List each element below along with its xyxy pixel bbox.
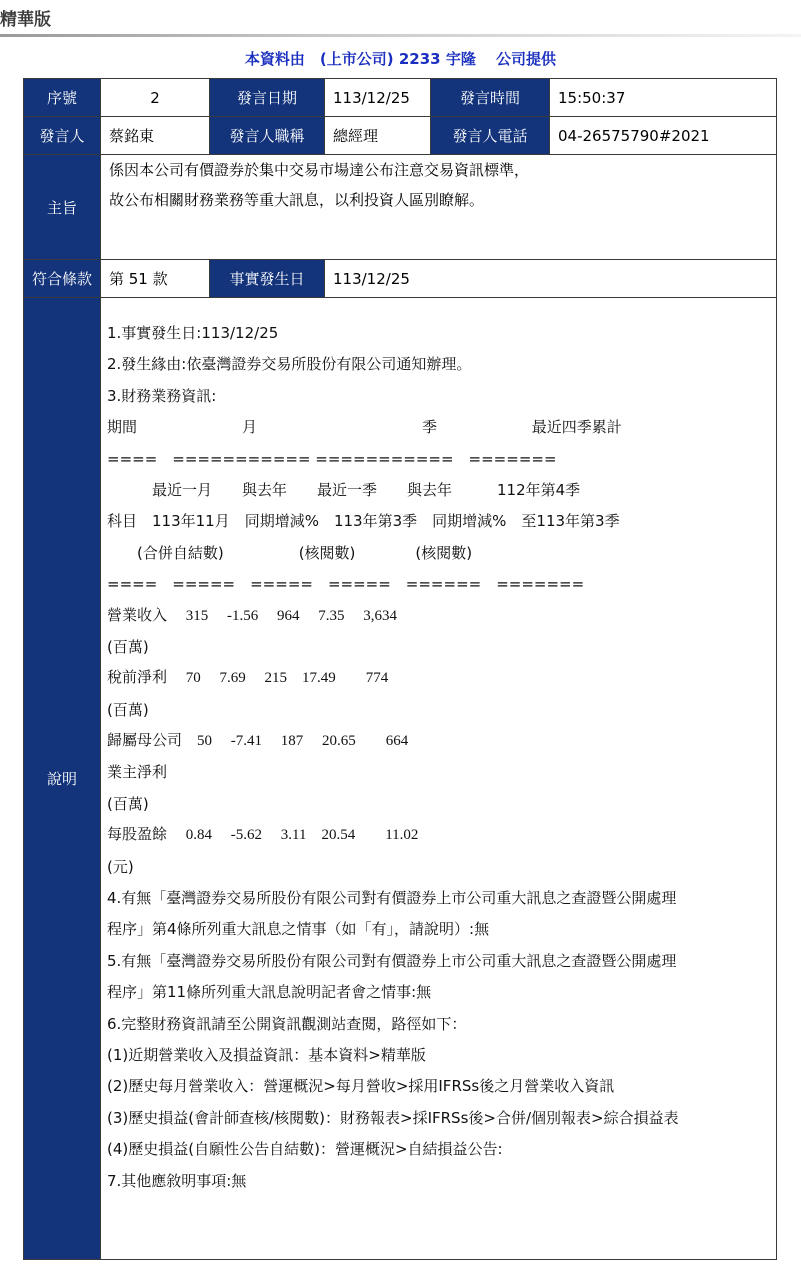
description-line: (百萬) [107,637,149,656]
clause-value: 第 51 款 [101,260,210,298]
description-line: 歸屬母公司 50 -7.41 187 20.65 664 [107,733,409,750]
seq-label: 序號 [24,79,101,117]
subject-line: 係因本公司有價證券於集中交易市場達公布注意交易資訊標準， [109,161,530,179]
time-label: 發言時間 [431,79,550,117]
description-line: 3.財務業務資訊: [107,386,217,405]
description-line: 程序」第11條所列重大訊息說明記者會之情事:無 [107,983,432,1002]
description-line: ==== =========== =========== ======= [107,449,557,468]
description-line: 期間 月 季 最近四季累計 [107,418,622,437]
clause-label: 符合條款 [24,260,101,298]
description-line: 業主淨利 [107,763,168,782]
speaker-title-value: 總經理 [325,117,431,155]
date-label: 發言日期 [210,79,325,117]
description-line: (2)歷史每月營業收入：營運概況>每月營收>採用IFRSs後之月營業收入資訊 [107,1077,615,1096]
tab-highlights[interactable]: 精華版 [0,10,51,30]
description-line: 4.有無「臺灣證券交易所股份有限公司對有價證券上市公司重大訊息之查證暨公開處理 [107,889,677,908]
description-line: 營業收入 315 -1.56 964 7.35 3,634 [107,607,397,624]
description-line: 1.事實發生日:113/12/25 [107,324,279,342]
description-line: (百萬) [107,700,149,719]
fact-date-label: 事實發生日 [210,260,325,298]
description-line: (3)歷史損益(會計師查核/核閱數)：財務報表>採IFRSs後>合併/個別報表>綜合損益表 [107,1108,679,1127]
speaker-phone-label: 發言人電話 [431,117,550,155]
seq-value: 2 [101,79,210,117]
description-line: 2.發生緣由:依臺灣證券交易所股份有限公司通知辦理。 [107,355,472,374]
description-line: (合併自結數) (核閱數) (核閱數) [107,543,473,562]
speaker-value: 蔡銘東 [101,117,210,155]
subject-content [101,155,777,260]
tab-underline [0,34,801,37]
description-line: ==== ===== ===== ===== ====== ======= [107,575,585,594]
description-line: (百萬) [107,794,149,813]
subject-label: 主旨 [24,155,101,260]
fact-date-value: 113/12/25 [325,260,777,298]
speaker-phone-value: 04-26575790#2021 [550,117,777,155]
description-line: 5.有無「臺灣證券交易所股份有限公司對有價證券上市公司重大訊息之查證暨公開處理 [107,951,677,970]
date-value: 113/12/25 [325,79,431,117]
description-line: 稅前淨利 70 7.69 215 17.49 774 [107,670,389,687]
description-line: 最近一月 與去年 最近一季 與去年 112年第4季 [107,480,581,499]
top-tab-bar [0,0,801,38]
description-line: 程序」第4條所列重大訊息之情事（如「有」，請說明）:無 [107,920,490,939]
speaker-label: 發言人 [24,117,101,155]
provider-heading: 本資料由 (上市公司) 2233 宇隆 公司提供 [244,50,557,68]
description-line: 7.其他應敘明事項:無 [107,1171,247,1190]
subject-line: 故公布相關財務業務等重大訊息，以利投資人區別瞭解。 [109,191,485,209]
description-line: 每股盈餘 0.84 -5.62 3.11 20.54 11.02 [107,827,419,844]
description-line: (4)歷史損益(自願性公告自結數)：營運概況>自結損益公告: [107,1140,503,1159]
description-line: (元) [107,857,134,876]
description-line: 6.完整財務資訊請至公開資訊觀測站查閱，路徑如下： [107,1014,467,1033]
description-content [101,298,777,1260]
description-line: (1)近期營業收入及損益資訊：基本資料>精華版 [107,1045,426,1064]
description-line: 科目 113年11月 同期增減% 113年第3季 同期增減% 至113年第3季 [107,512,620,531]
time-value: 15:50:37 [550,79,777,117]
speaker-title-label: 發言人職稱 [210,117,325,155]
announcement-table [23,78,777,1260]
description-lines [101,298,776,1197]
description-label: 說明 [24,298,101,1260]
